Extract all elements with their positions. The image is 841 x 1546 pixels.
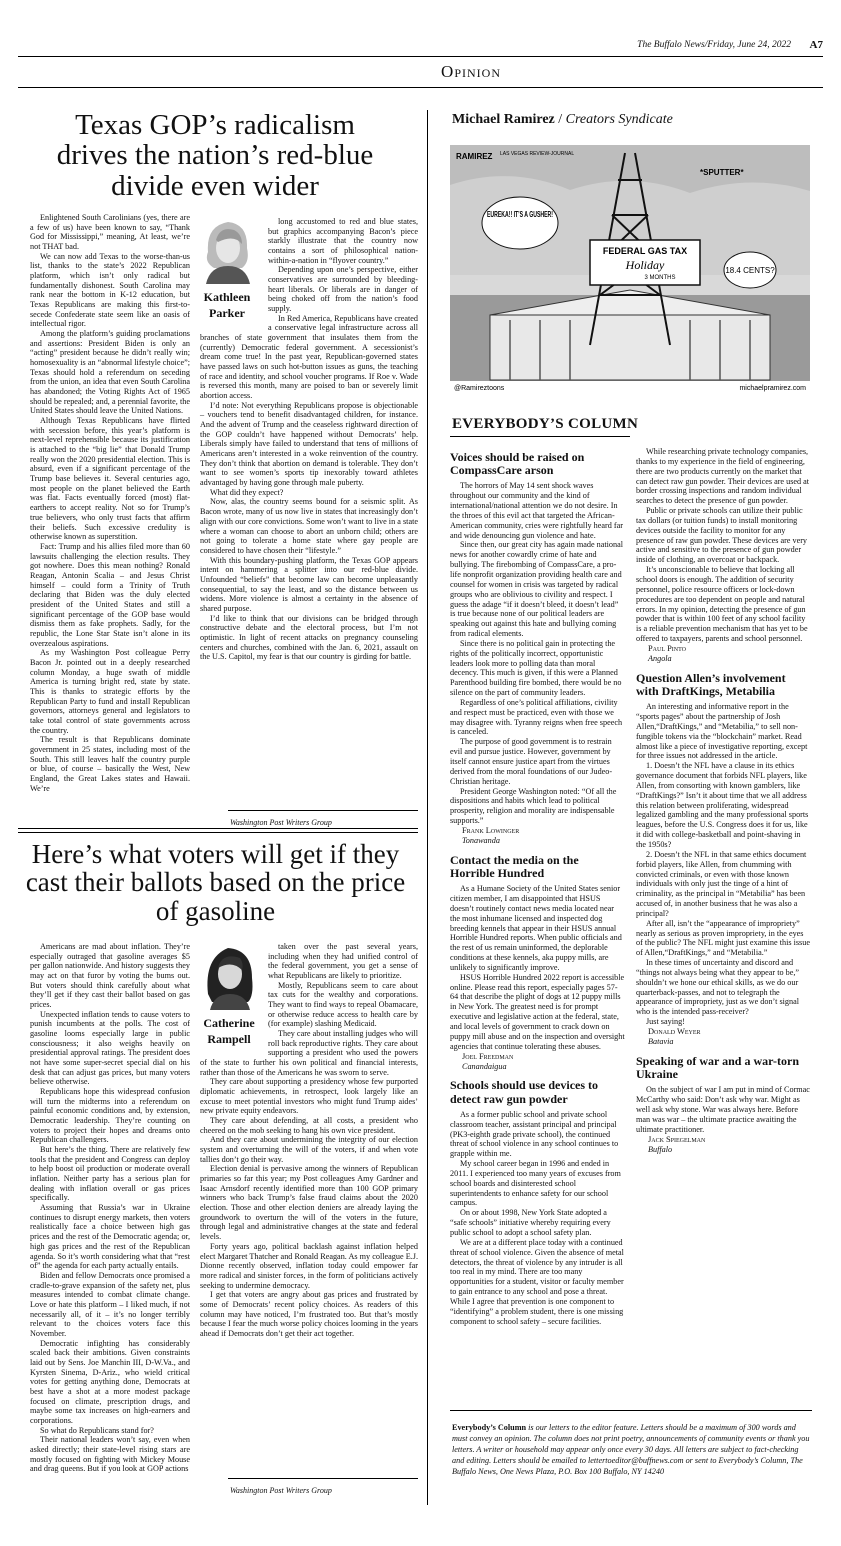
article1-para: Enlightened South Carolinians (yes, there are a few of us) have been known to say, “Thank God for Mississippi,” meaning, At least, we’re not THAT bad. — [30, 213, 190, 252]
letter-para: President George Washington noted: “Of all the dispositions and habits which lead to political prosperity, religion and morality are indispensable supports.” — [450, 786, 617, 826]
article1-credit: Washington Post Writers Group — [230, 818, 332, 827]
cartoon-source: LAS VEGAS REVIEW-JOURNAL — [500, 151, 575, 157]
article2-para: Mostly, Republicans seem to care about tax cuts for the wealthy and corporations. They want to find ways to repeal Obamacare, or otherwise reduce access to health care by (for example) slashing Medicaid. — [268, 980, 418, 1029]
cartoon-site: michaelpramirez.com — [739, 385, 806, 392]
section-title: Opinion — [441, 62, 501, 81]
letter-title: Voices should be raised on CompassCare arson — [450, 450, 585, 478]
everybodys-column-title: EVERYBODY’S COLUMN — [452, 416, 639, 432]
article2-headline: Here’s what voters will get if they cast their ballots based on the price of gasoline — [25, 839, 406, 926]
article1-para: As my Washington Post colleague Perry Bacon Jr. pointed out in a deeply researched column Monday, a huge swath of middle America is turning bright red, state by state. This is thanks to strategic efforts by the Republican Party to fund and install Republican governors, attorneys general and legislators to take total control of state governments across the country. — [30, 648, 190, 735]
article2-para: Their national leaders won’t say, even when asked directly; their state-level rising stars are mostly focused on fighting with Mickey Mouse and drag queens. But if you look at GOP actions — [30, 1435, 190, 1474]
author1-last: Parker — [209, 305, 245, 320]
article1-para: long accustomed to red and blue states, but graphics accompanying Bacon’s piece starkly illustrate that the country now contains a sort of philosophical nation-within-a-nation in “flyover country.” — [268, 217, 418, 265]
letter-title: Contact the media on the Horrible Hundred — [450, 852, 579, 881]
letter-para: While researching private technology companies, thanks to my experience in the field of engineering, there are two products currently on the market that can detect raw gun powder. Their devices are used at border crossing inspections and random individual searches to detect the presence of gun powder. — [636, 447, 810, 506]
article1-headline: Texas GOP’s radicalism drives the nation’s red-blue divide even wider — [56, 109, 374, 202]
section-header — [0, 62, 841, 82]
page-number: A7 — [809, 39, 823, 51]
speech-text: EUREKA!! IT’S A GUSHER! — [487, 210, 553, 219]
ec-note-rule — [450, 1410, 812, 1411]
article1-col2 — [200, 217, 418, 802]
letter-title: Speaking of war and a war-torn Ukraine — [636, 1053, 800, 1082]
section-rule — [18, 87, 823, 88]
ec-title-rule — [450, 436, 630, 437]
cents-text: 18.4 CENTS? — [725, 266, 775, 275]
letter-para: HSUS Horrible Hundred 2022 report is accessible online. Please read this report, especially pages 57-64 that describe the plight of dogs at 12 puppy mills in New York. The greatest need is for prompt executive and legislative action at the federal, state, and local levels of government to crack down on puppy mill abuse and on the inspection and oversight agencies that continue tolerating these abuses. — [450, 972, 625, 1051]
letter-para: In these times of uncertainty and discord and “things not always being what they appear to be,” shouldn’t we hone our ethical skills, as we do our quarterback-passes, and not to telegraph the appearance of impropriety, just as we don’t signal who is the intended pass-receiver? — [636, 958, 800, 1017]
letters-col1 — [450, 447, 625, 1326]
letter-para: After all, isn’t the “appearance of impropriety” nearly as serious as proven impropriety, in the eyes of the public? The NFL might just examine this issue of Allen,“DraftKings,” and “Metabilia.” — [636, 918, 810, 958]
sign-line2: Holiday — [625, 258, 665, 272]
letter-para: As a former public school and private school classroom teacher, assistant principal and principal (PK3-eighth grade private school), the continued threat of school violence in any school continues to grapple within me. — [450, 1109, 619, 1159]
letter-title: Question Allen’s involvement with DraftKings, Metabilia — [636, 670, 786, 698]
article2-col1 — [30, 942, 190, 1490]
letter-para: It’s unconscionable to believe that locking all school doors is enough. The addition of security personnel, police resource officers or lock-down procedures are too dependent on people and natural errors. In my opinion, detecting the presence of gun powder that is within 100 feet of any school facility is a reliable prevention mechanism that has yet to be offered to taxpayers, parents and school personnel. — [636, 565, 808, 644]
letter-para: Public or private schools can utilize their public tax dollars (or tuition funds) to install monitoring devices outside the facility to monitor for any presence of raw gun powder. These devices are very active and sensitive to the presence of gun powder inside of clothing, an overcoat or backpack. — [636, 506, 808, 565]
letter-town: Tonawanda — [462, 835, 500, 845]
letter-signature: Frank Lowinger — [462, 825, 520, 835]
article1-para: Depending upon one’s perspective, either conservatives are surrounded by bleeding-heart liberals. Or liberals are in danger of being choked off from the nation’s food supply. — [268, 265, 418, 314]
letter-para: 1. Doesn’t the NFL have a clause in its ethics governance document that forbids NFL players, like Allen, from consorting with known gamblers, like “DraftKings?” Isn’t it about time that we all address this relation between proliferating, widespread legalized gambling and the many professional sports leagues, before the U.S. Congress does it for us, like it did with college-basketball and point-shaving in the 1950s? — [636, 761, 809, 849]
article2-para: Election denial is pervasive among the winners of Republican primaries so far this year; my Post colleagues Amy Gardner and Isaac Arnsdorf recently identified more than 100 GOP primary winners who back Trump’s false fraud claims about the 2020 election. Those and other election deniers are already laying the groundwork to overturn the will of the voters in the future, through legal and administrative changes at the state and federal levels. — [200, 1164, 418, 1242]
sputter-text: *SPUTTER* — [700, 168, 744, 177]
article2-para: I get that voters are angry about gas prices and frustrated by some of Democrats’ recent policy choices. As readers of this column may have noticed, I’m frustrated too. But that’s mostly because I fear the much worse policy choices looming in the years ahead if Democrats don’t get their act together. — [200, 1290, 418, 1338]
article2-para: Americans are mad about inflation. They’re especially outraged that gasoline averages $5 per gallon nationwide. And history suggests they may act on that furor by voting the bums out. But voters should think carefully about what they’ll get if they cast their ballot based on gas prices. — [30, 942, 190, 1010]
column-divider — [427, 110, 428, 1505]
sign-line3: 3 MONTHS — [644, 275, 676, 281]
cartoon-syndicate: Creators Syndicate — [565, 112, 673, 127]
author-photo-space — [200, 217, 268, 329]
letters-policy-note — [452, 1422, 812, 1477]
article2-para: taken over the past several years, including when they had unified control of the federal government, you get a sense of what Republicans are likely to prioritize. — [268, 942, 418, 981]
article2-para: And they care about undermining the integrity of our election system and overturning the will of the voters, if and when vote tallies don’t go their way. — [200, 1135, 418, 1164]
letter-para: Since there is no political gain in protecting the rights of the politically incorrect, opportunistic leaders look more to polling data than moral decency. This much is given, if this were a Planned Parenthood building fire bombed, there would be no silence on the part of community leaders. — [450, 638, 622, 698]
article2-para: But here’s the thing. There are relatively few tools that the president and Congress can deploy to help boost oil production or moderate overall inflation. Neither party has a serious plan for dealing with inflation overall or gas prices specifically. — [30, 1145, 190, 1203]
note-label: Everybody’s Column — [452, 1423, 527, 1432]
sign-line1: FEDERAL GAS TAX — [602, 246, 688, 256]
author2-first: Catherine — [203, 1016, 255, 1030]
cartoon-credit: Michael Ramirez / Creators Syndicate — [452, 112, 673, 127]
article1-para: In Red America, Republicans have created a conservative legal infrastructure across all branches of state government that insulates them from the (currently) Democratic federal government. A secessionist’s dream come true! In the past year, Republican-governed states have passed laws on such hot-button issues as guns, the teaching of race and identity, and school voucher programs. If Roe v. Wade is reversed this month, many are poised to ban or severely limit abortion access. — [200, 313, 418, 401]
paper-date: The Buffalo News/Friday, June 24, 2022 — [637, 40, 791, 50]
article2-para: They care about supporting a presidency whose few purported diplomatic achievements, in retrospect, look largely like an excuse to meet potential investors who might fund Trump aides’ new private equity endeavors. — [200, 1077, 418, 1116]
letter-para: The purpose of good government is to restrain evil and pursue justice. However, government by itself cannot ensure justice apart from the virtues derived from the moral foundations of our Judeo-Christian heritage. — [450, 737, 613, 786]
letter-signature: Paul Pinto — [648, 643, 686, 653]
letter-para: 2. Doesn’t the NFL in that same ethics document forbid players, like Allen, from chumming with convicted criminals, or even with those known individuals with only just the tinge of a hint of criminality, as the principal in “Metabilia” has been accused of, in another business that he was also a principal? — [636, 849, 807, 918]
article1-para: Although Texas Republicans have flirted with secession before, this year’s platform is next-level reprehensible because its justification is attached to the “big lie” that Donald Trump really won the 2020 presidential election. This is absurd, even if a significant percentage of the Trump base believes it. Several centuries ago, most people on the planet believed the Earth was flat. Facts eventually forced (most) flat-earthers to accept reality. Not so for Trump’s true believers, who only trust facts that affirm their beliefs. Such excessive credulity is otherwise known as superstition. — [30, 416, 190, 542]
letter-para: An interesting and informative report in the “sports pages” about the partnership of Josh Allen,“DraftKings,” and “Metabilia,” to sell non-fungible tokens via the “blockchain” market. Read almost like a piece of investigative reporting, except for three issues not addressed in the article. — [636, 702, 808, 761]
cartoon-handle: @Ramireztoons — [454, 385, 505, 392]
article1-para: The result is that Republicans dominate government in 25 states, including most of the South. This still leaves half the country purple or blue, of course – basically the West, New England, the Great Lakes states and Hawaii. We’re — [30, 735, 190, 793]
article2-para: So what do Republicans stand for? — [40, 1425, 154, 1435]
article2-para: They care about installing judges who will roll back reproductive rights. They care about supporting a president who used the powers of the state to further his own political and financial interests, rather than those of the Americans he was sworn to serve. — [200, 1029, 418, 1077]
article1-para: Among the platform’s guiding proclamations and assertions: President Biden is only an “acting” president because he didn’t really win; homosexuality is an “abnormal lifestyle choice”; Texas should hold a referendum on seceding from the union, an idea that even South Carolina has abandoned; the Voting Rights Act of 1965 should be repealed; and, a perennial favorite, the United States should leave the United Nations. — [30, 329, 190, 416]
letter-para: As a Humane Society of the United States senior citizen member, I am disappointed that HSUS doesn’t routinely contact news media located near the most inhumane licensed and inspected dog breeding kennels that appear in their HSUS annual Horrible Hundred reports. When public officials and the rest of us remain uninformed, the deplorable conditions at these kennels, aka puppy mills, are unlikely to significantly improve. — [450, 884, 622, 972]
article2-para: Republicans hope this widespread confusion will turn the midterms into a referendum on painful economic conditions and, by extension, Democratic leadership. They’re counting on voters to project their hopes and dreams onto Republican challengers. — [30, 1087, 190, 1145]
article2-para: Biden and fellow Democrats once promised a cradle-to-grave expansion of the safety net, plus measures intended to combat climate change. Love or hate this platform – I liked much, if not necessarily all, of it – it’s no longer terribly relevant to the choices voters face this November. — [30, 1270, 190, 1338]
article2-para: Assuming that Russia’s war in Ukraine continues to disrupt energy markets, then voters realistically face a choice between high gas prices and the rest of the Democratic agenda; or, high gas prices and the rest of the Republican agenda. So it’s worth considering what that “rest of” the agenda for each party actually entails. — [30, 1203, 190, 1271]
letter-para: We are at a different place today with a continued threat of school violence. Given the absence of metal detectors, the threat of violence by any intruder is all too real in my mind. There are too many opportunities for a student, visitor or faculty member to gain entrance to any school and pose a threat. While I agree that prevention is one component to “identifying” a problem student, there is one missing component to school safety – secure facilities. — [450, 1237, 624, 1326]
article1-para: With this boundary-pushing platform, the Texas GOP appears intent on hammering a splitter into our red-blue divide. Unfounded “beliefs” that become law can become unpleasantly consequential, to say the least, and so the distance between us widens. More violence is almost a certainty in the absence of shared purpose. — [200, 555, 418, 613]
article1-para: What did they expect? — [210, 487, 284, 497]
article-divider — [18, 828, 418, 829]
letter-para: The horrors of May 14 sent shock waves throughout our community and the kind of international/national attention we do not desire. In the throes of this evil act that targeted the African-American community, cries were rightfully heard far and wide denouncing gun violence and hate. — [450, 481, 623, 540]
author1-first: Kathleen — [203, 290, 251, 304]
article1-para: Now, alas, the country seems bound for a seismic split. As Bacon wrote, many of us now live in states that increasingly don’t align with our core convictions. Some won’t want to live in a state where a woman can choose to abort an unborn child; others are not going to tolerate a home state where gay people are considered to have chosen their “lifestyle.” — [200, 497, 418, 555]
editorial-cartoon — [450, 145, 810, 393]
letter-para: Since then, our great city has again made national news for another cowardly crime of hate and bullying. The firebombing of CompassCare, a pro-life nonprofit organization providing health care and counsel for women in crisis was targeted by radical groups who are oblivious to civility and respect. I guess the adage “if it doesn’t bleed, it doesn’t lead” is true because none of our political leaders are speaking out against this hate and bullying coming from radical elements. — [450, 540, 624, 639]
letter-town: Canandaigua — [462, 1061, 507, 1071]
letter-para: My school career began in 1996 and ended in 2011. I experienced too many years of excuses from school boards and disinterested school superintendents to enhance safety for our school campus. — [450, 1159, 621, 1208]
letter-town: Batavia — [648, 1037, 674, 1047]
letter-signature: Donald Weyer — [648, 1027, 701, 1037]
cartoon-signature: RAMIREZ — [456, 152, 493, 161]
note-text: is our letters to the editor feature. Letters should be a maximum of 300 words and must convey an opinion. The column does not print poetry, announcements of community events or thank you letters. A writer or household may appear only once every 30 days. All letters are subject to fact-checking and editing. Letters should be emailed to lettertoeditor@buffnews.com or sent to Everybody’s Column, The Buffalo News, One News Plaza, P.O. Box 100 Buffalo, NY 14240 — [452, 1423, 810, 1477]
article2-para: They care about defending, at all costs, a president who cheered on the mob seeking to hang his own vice president. — [200, 1116, 418, 1135]
article2-para: Forty years ago, political backlash against inflation helped elect Margaret Thatcher and Ronald Reagan. As my colleague E.J. Dionne recently observed, inflation today could empower far more radical and sinister forces, in the form of politicians actively seeking to undermine democracy. — [200, 1241, 418, 1290]
letter-town: Angola — [648, 653, 672, 663]
article1-para: I’d like to think that our divisions can be bridged through constructive debate and the electoral process, but I’m not optimistic. In light of recent attacks on pregnancy counseling centers and churches, combined with the Jan. 6, 2021, assault on the U.S. Capitol, my fear is that our country is girding for battle. — [200, 613, 418, 662]
letter-para: On the subject of war I am put in mind of Cormac McCarthy who said: Don’t ask why war. Might as well ask why stone. War was always here. Before man was war – the ultimate practice awaiting the ultimate practitioner. — [636, 1085, 810, 1134]
letter-title: Schools should use devices to detect raw gun powder — [450, 1078, 599, 1106]
credit2-rule — [228, 1478, 418, 1479]
letters-col2 — [636, 447, 811, 1154]
article2-para: Unexpected inflation tends to cause voters to punish incumbents at the polls. The cost of gasoline looms especially large in public consciousness; it also weighs heavily on presidential approval ratings. The president does not have some super-secret special dial on his desk that can adjust gas prices, but many voters believe otherwise. — [30, 1009, 190, 1087]
letter-signature: Joel Freedman — [462, 1051, 514, 1061]
credit1-rule — [228, 810, 418, 811]
author2-last: Rampell — [207, 1031, 251, 1046]
masthead — [18, 40, 823, 56]
article1-para: We can now add Texas to the worse-than-us list, thanks to the state’s 2022 Republican platform, which isn’t only radical but fundamentally dishonest. South Carolina may rank near the bottom in K-12 education, but Texas Republicans are making this first-to-secede Confederate state seem like an oasis of intellectual rigor. — [30, 251, 190, 329]
masthead-rule — [18, 56, 823, 57]
cartoonist-name: Michael Ramirez — [452, 112, 555, 127]
author-photo-space — [200, 942, 268, 1057]
letter-para: Just saying! — [646, 1017, 685, 1027]
article2-para: Democratic infighting has considerably scaled back their ambitions. Given constraints laid out by Sens. Joe Manchin III, D-W.Va., and Kyrsten Sinema, D-Ariz., who wield critical votes for getting anything done, Democrats at best have a shot at a more modest package focused on climate, prescription drugs, and maybe some tax increases on high-earners and corporations. — [30, 1338, 190, 1425]
article2-col2 — [200, 942, 418, 1472]
speech-bubble — [482, 197, 558, 249]
letter-town: Buffalo — [648, 1144, 673, 1154]
article2-credit: Washington Post Writers Group — [230, 1486, 332, 1495]
article-divider — [18, 832, 418, 833]
letter-para: Regardless of one’s political affiliations, civility and respect must be practiced, even with those we may disagree with. Tyranny reigns when free speech is canceled. — [450, 697, 623, 737]
letter-signature: Jack Spiegelman — [648, 1134, 706, 1144]
article1-para: Fact: Trump and his allies filed more than 60 lawsuits challenging the election results. They got nowhere. Does this mean nothing? Ronald Reagan, Antonin Scalia – and Jesus Christ himself – could form a Trinity of Truth declaring that Biden was the duly elected president of the United States and still a significant percentage of the GOP base would dismiss them as fake prophets. Sadly, for the republic, the Lone Star State isn’t alone in its overzealous aspirations. — [30, 541, 190, 648]
article1-col1 — [30, 213, 190, 799]
article1-para: I’d note: Not everything Republicans propose is objectionable – vouchers tend to benefit disadvantaged children, for instance. And the advent of Trump and the ceaseless rightward direction of the GOP couldn’t have happened without Democrats’ help. Liberals simply have failed to understand that tens of millions of Americans aren’t interested in a woke reinvention of the country. They don’t think that abortion on demand is tolerable. They don’t want to see women’s sports tip inexorably toward athletes advantaged by having gone through male puberty. — [200, 400, 418, 488]
letter-para: On or about 1998, New York State adopted a “safe schools” initiative whereby requiring every public school to adopt a school safety plan. — [450, 1208, 611, 1237]
